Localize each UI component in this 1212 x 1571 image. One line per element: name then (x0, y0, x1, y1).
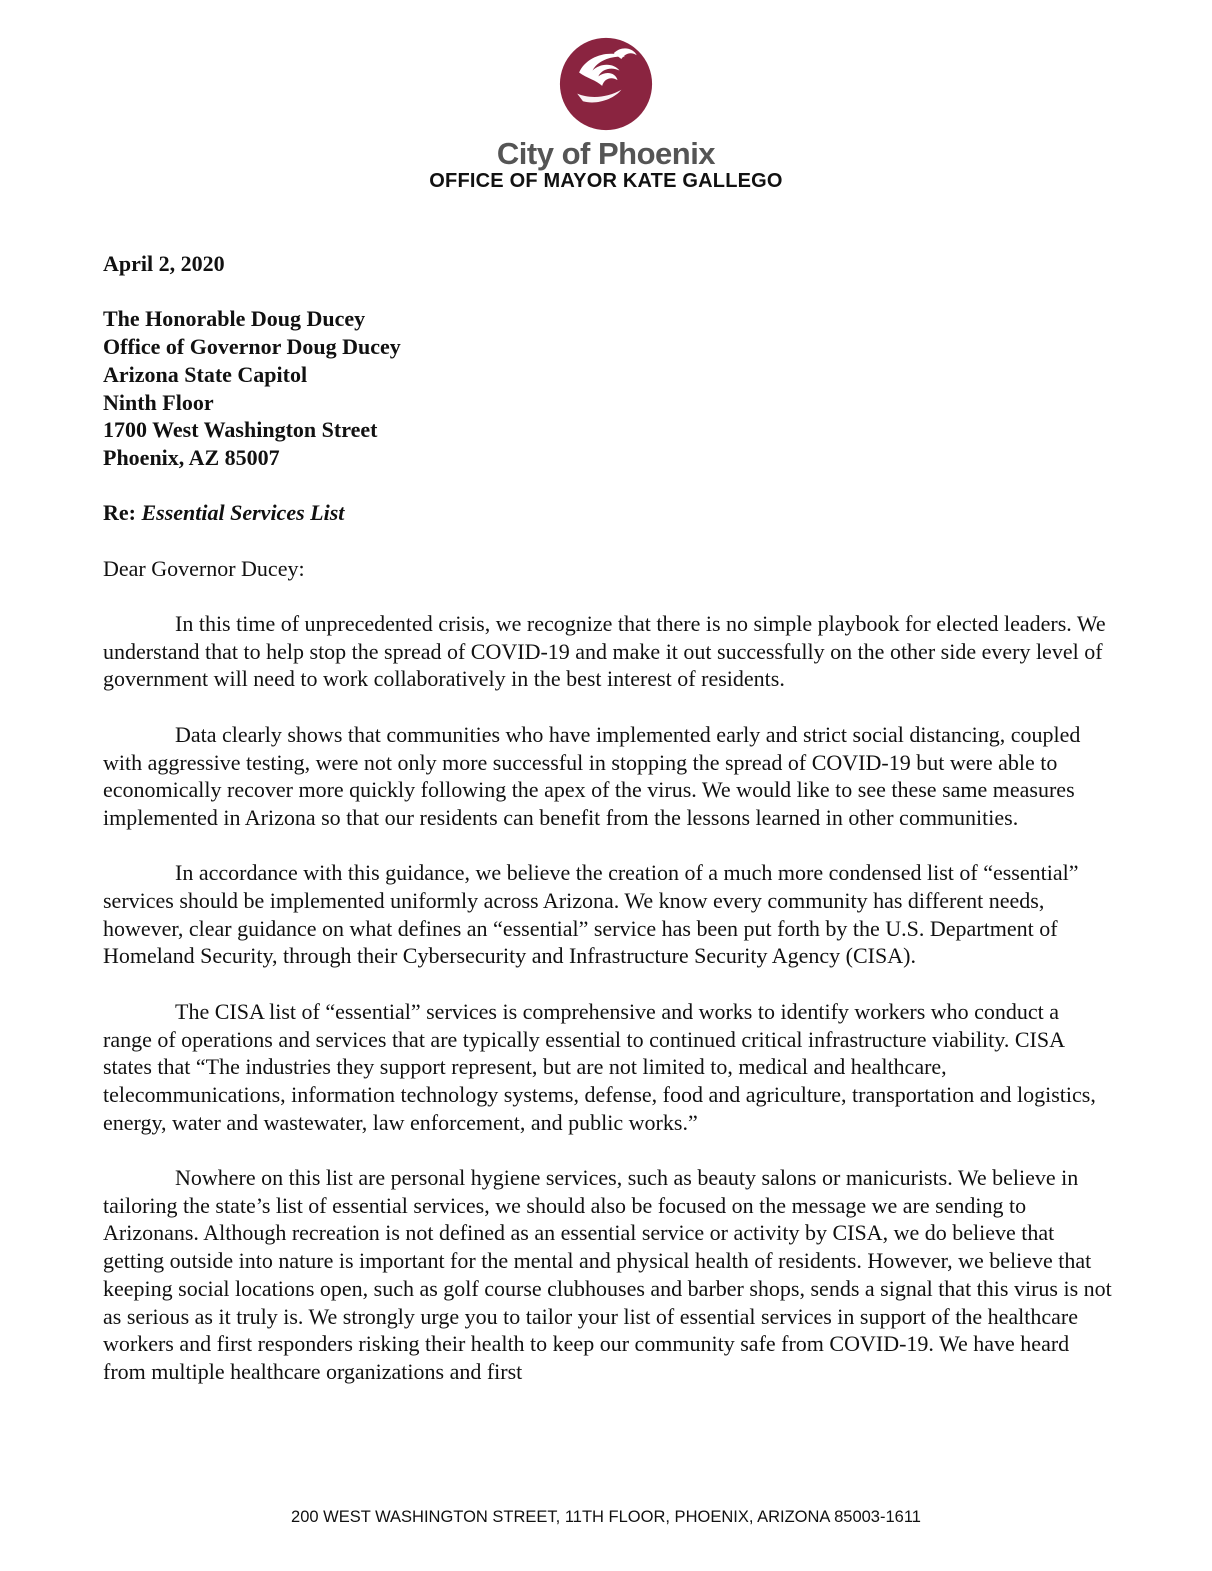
subject-line (103, 499, 1113, 527)
paragraph: Nowhere on this list are personal hygiene services, such as beauty salons or manicurists. We believe in tailoring the state’s list of essential services, we should also be focused on the message we are sending to Arizonans. Although recreation is not defined as an essential service or activity by CISA, we do believe that getting outside into nature is important for the mental and physical health of residents. However, we believe that keeping social locations open, such as golf course clubhouses and barber shops, sends a signal that this virus is not as serious as it truly is. We strongly urge you to tailor your list of essential services in support of the healthcare workers and first responders risking their health to keep our community safe from COVID-19. We have heard from multiple healthcare organizations and first (103, 1165, 1112, 1384)
paragraph: In this time of unprecedented crisis, we recognize that there is no simple playbook for elected leaders. We understand that to help stop the spread of COVID-19 and make it out successfully on the other side every level of government will need to work collaboratively in the best interest of residents. (103, 611, 1106, 692)
subject-label: Re: (103, 500, 142, 526)
paragraph: In accordance with this guidance, we believe the creation of a much more condensed list of “essential” services should be implemented uniformly across Arizona. We know every community has different needs, however, clear guidance on what defines an “essential” service has been put forth by the U.S. Department of Homeland Security, through their Cybersecurity and Infrastructure Security Agency (CISA). (103, 860, 1079, 969)
footer-address: 200 WEST WASHINGTON STREET, 11TH FLOOR, PHOENIX, ARIZONA 85003-1611 (291, 1508, 921, 1526)
address-line: 1700 West Washington Street (103, 417, 378, 443)
address-line: Office of Governor Doug Ducey (103, 334, 401, 360)
office-title: OFFICE OF MAYOR KATE GALLEGO (429, 170, 783, 192)
address-line: Phoenix, AZ 85007 (103, 444, 280, 470)
paragraph: Data clearly shows that communities who have implemented early and strict social distancing, coupled with aggressive testing, were not only more successful in stopping the spread of COVID-19 but were able to economically recover more quickly following the apex of the virus. We would like to see these same measures implemented in Arizona so that our residents can benefit from the lessons learned in other communities. (103, 721, 1081, 830)
address-line: The Honorable Doug Ducey (103, 306, 366, 332)
subject-text: Essential Services List (141, 500, 345, 526)
address-line: Arizona State Capitol (103, 361, 308, 387)
letter-body (103, 250, 1113, 1413)
address-line: Ninth Floor (103, 389, 214, 415)
salutation: Dear Governor Ducey: (103, 555, 305, 581)
phoenix-bird-logo-icon (558, 36, 654, 132)
recipient-address (103, 305, 1113, 471)
city-name: City of Phoenix (496, 136, 716, 171)
paragraph: The CISA list of “essential” services is comprehensive and works to identify workers who conduct a range of operations and services that are typically essential to continued critical infrastructure viability. CISA states that “The industries they support represent, but are not limited to, medical and healthcare, telecommunications, information technology systems, defense, food and agriculture, transportation and logistics, energy, water and wastewater, law enforcement, and public works.” (103, 998, 1096, 1135)
letter-date: April 2, 2020 (103, 251, 225, 276)
logo-container (0, 36, 1212, 137)
